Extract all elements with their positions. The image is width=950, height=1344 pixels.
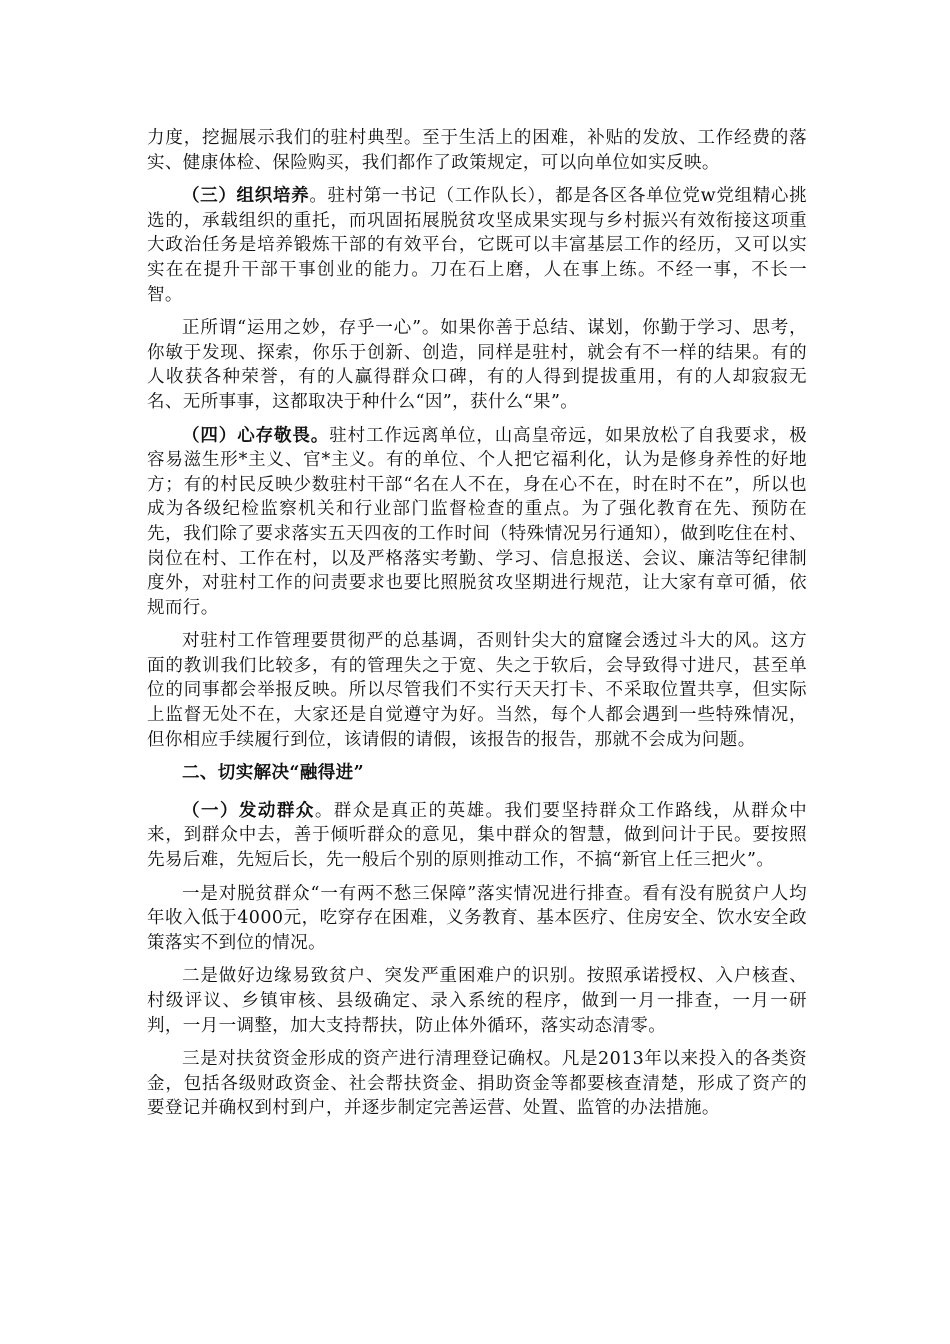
paragraph-text: 二是做好边缘易致贫户、突发严重困难户的识别。按照承诺授权、入户核查、村级评议、乡镇审核、县级确定、录入系统的程序，做到一月一排查，一月一研判，一月一调整，加大支持帮扶，防止体外循环，落实动态清零。 <box>147 966 807 1036</box>
paragraph-lead-heading: （四）心存敬畏。 <box>182 425 330 446</box>
paragraph-text: 对驻村工作管理要贯彻严的总基调，否则针尖大的窟窿会透过斗大的风。这方面的教训我们比较多，有的管理失之于宽、失之于软后，会导致得寸进尺，甚至单位的同事都会举报反映。所以尽管我们不实行天天打卡、不采取位置共享，但实际上监督无处不在，大家还是自觉遵守为好。当然，每个人都会遇到一些特殊情况，但你相应手续履行到位，该请假的请假，该报告的报告，那就不会成为问题。 <box>147 631 807 750</box>
section-heading: 二、切实解决“融得进” <box>182 763 365 784</box>
paragraph-mobilize-masses <box>147 799 807 873</box>
paragraph-text: 一是对脱贫群众“一有两不愁三保障”落实情况进行排查。看有没有脱贫户人均年收入低于4000元，吃穿存在困难，义务教育、基本医疗、住房安全、饮水安全政策落实不到位的情况。 <box>147 883 807 953</box>
paragraph-management <box>147 629 807 752</box>
paragraph-organization-training <box>147 184 807 307</box>
paragraph-text: 三是对扶贫资金形成的资产进行清理登记确权。凡是2013年以来投入的各类资金，包括各级财政资金、社会帮扶资金、捐助资金等都要核查清楚，形成了资产的要登记并确权到村到户，并逐步制定完善运营、处置、监管的办法措施。 <box>147 1049 807 1119</box>
paragraph-text: 力度，挖掘展示我们的驻村典型。至于生活上的困难，补贴的发放、工作经费的落实、健康体检、保险购买，我们都作了政策规定，可以向单位如实反映。 <box>147 128 807 173</box>
paragraph-saying <box>147 316 807 414</box>
paragraph-item-three <box>147 1047 807 1121</box>
document-page <box>147 126 807 1130</box>
paragraph-reverence <box>147 424 807 621</box>
paragraph-text: 。群众是真正的英雄。我们要坚持群众工作路线，从群众中来，到群众中去，善于倾听群众的意见，集中群众的智慧，做到问计于民。要按照先易后难，先短后长，先一般后个别的原则推动工作，不搞“新官上任三把火”。 <box>147 800 807 871</box>
paragraph-item-two <box>147 964 807 1038</box>
paragraph-text: 。驻村第一书记（工作队长），都是各区各单位党w党组精心挑选的，承载组织的重托，而巩固拓展脱贫攻坚成果实现与乡村振兴有效衔接这项重大政治任务是培养锻炼干部的有效平台，它既可以丰富基层工作的经历，又可以实实在在提升干部干事创业的能力。刀在石上磨，人在事上练。不经一事，不长一智。 <box>147 186 807 305</box>
paragraph-continuation <box>147 126 807 175</box>
paragraph-item-one <box>147 882 807 956</box>
paragraph-lead-heading: （三）组织培养 <box>182 186 310 207</box>
paragraph-text: 正所谓“运用之妙，存乎一心”。如果你善于总结、谋划，你勤于学习、思考，你敏于发现、探索，你乐于创新、创造，同样是驻村，就会有不一样的结果。有的人收获各种荣誉，有的人赢得群众口碑，有的人得到提拔重用，有的人却寂寂无名、无所事事，这都取决于种什么“因”，获什么“果”。 <box>147 318 807 412</box>
paragraph-lead-heading: （一）发动群众 <box>182 800 315 821</box>
paragraph-text: 驻村工作远离单位，山高皇帝远，如果放松了自我要求，极容易滋生形*主义、官*主义。有的单位、个人把它福利化，认为是修身养性的好地方；有的村民反映少数驻村干部“名在人不在，身在心不在，时在时不在”，所以也成为各级纪检监察机关和行业部门监督检查的重点。为了强化教育在先、预防在先，我们除了要求落实五天四夜的工作时间（特殊情况另行通知），做到吃住在村、岗位在村、工作在村，以及严格落实考勤、学习、信息报送、会议、廉洁等纪律制度外，对驻村工作的问责要求也要比照脱贫攻坚期进行规范，让大家有章可循，依规而行。 <box>147 425 808 618</box>
